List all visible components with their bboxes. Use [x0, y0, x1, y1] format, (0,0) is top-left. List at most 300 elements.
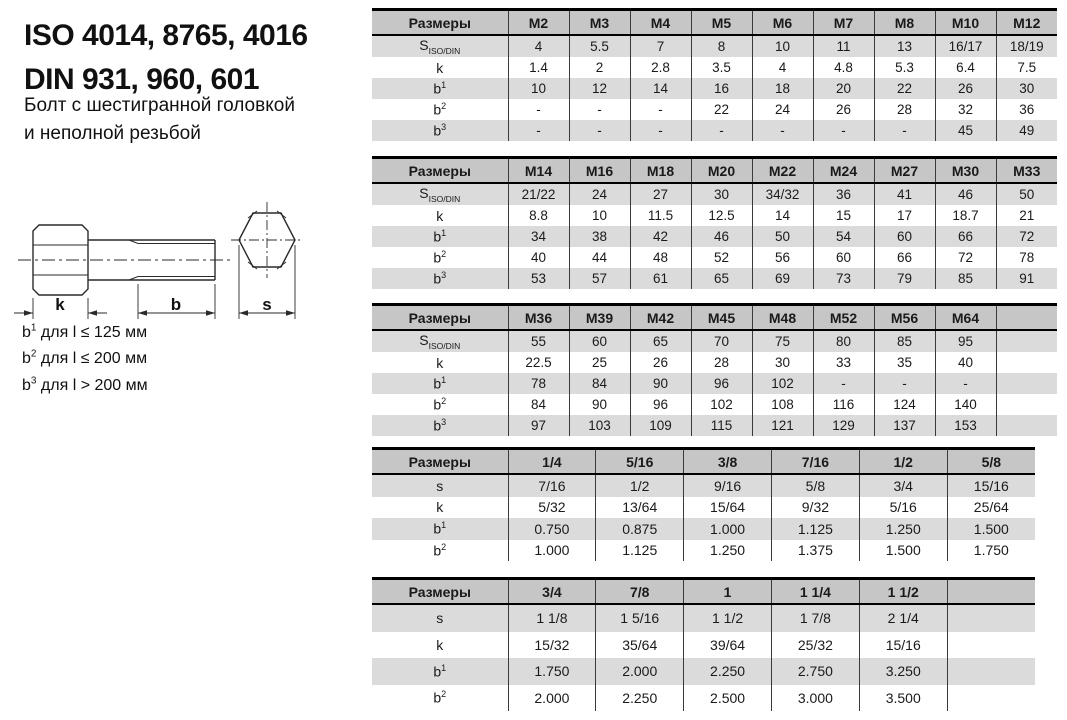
value-cell: 1.500 [859, 540, 947, 562]
header-label-cell: Размеры [372, 10, 508, 36]
row-label-cell: $b^3$ [372, 120, 508, 141]
value-cell: 13/64 [596, 497, 684, 519]
value-cell: 5.5 [569, 35, 630, 57]
table-row [372, 658, 1035, 685]
value-cell: 75 [752, 330, 813, 352]
value-cell: 3.5 [691, 57, 752, 78]
size-header-cell: 5/8 [947, 449, 1035, 475]
row-label-cell: k [372, 205, 508, 226]
table-row [372, 247, 1057, 268]
value-cell: 57 [569, 268, 630, 289]
value-cell: 4.8 [813, 57, 874, 78]
legend-item-b3: $b^3$ для l > 200 мм [22, 375, 148, 394]
size-header-cell: M5 [691, 10, 752, 36]
row-label-cell: $b^1$ [372, 518, 508, 540]
size-header-cell: M30 [935, 158, 996, 184]
size-header-cell: M2 [508, 10, 569, 36]
row-label-cell: $S_{ISO/DIN}$ [372, 183, 508, 205]
k-dim-label: k [55, 295, 65, 314]
value-cell: 25/32 [771, 632, 859, 659]
hex-corner-tick-4 [277, 262, 286, 269]
value-cell: 56 [752, 247, 813, 268]
size-header-cell: M42 [630, 305, 691, 331]
value-cell: 25 [569, 352, 630, 373]
value-cell: 0.875 [596, 518, 684, 540]
value-cell: 2.000 [508, 685, 596, 712]
value-cell: 13 [874, 35, 935, 57]
row-label-cell: s [372, 604, 508, 632]
value-cell: 40 [935, 352, 996, 373]
size-header-cell: M33 [996, 158, 1057, 184]
value-cell: 70 [691, 330, 752, 352]
value-cell: 15/16 [947, 474, 1035, 497]
value-cell: 17 [874, 205, 935, 226]
value-cell: 108 [752, 394, 813, 415]
value-cell: 4 [508, 35, 569, 57]
value-cell: 3.250 [859, 658, 947, 685]
metric-table-m14-m33 [372, 156, 1057, 289]
value-cell: 46 [935, 183, 996, 205]
value-cell: 5/16 [859, 497, 947, 519]
table-row [372, 632, 1035, 659]
value-cell: 1.000 [508, 540, 596, 562]
s-dim-label: s [262, 295, 272, 314]
value-cell: 8.8 [508, 205, 569, 226]
thread-length-legend [22, 320, 148, 399]
dimension-table [372, 447, 1035, 561]
size-header-cell: 1 1/2 [859, 579, 947, 605]
value-cell: 95 [935, 330, 996, 352]
value-cell: 14 [630, 78, 691, 99]
bolt-drawing-svg [8, 188, 320, 328]
value-cell: 137 [874, 415, 935, 436]
value-cell: 0.750 [508, 518, 596, 540]
table-row [372, 183, 1057, 205]
value-cell: 16/17 [935, 35, 996, 57]
size-header-cell: M8 [874, 10, 935, 36]
value-cell: 1 7/8 [771, 604, 859, 632]
value-cell: 21/22 [508, 183, 569, 205]
row-label-cell: $b^2$ [372, 99, 508, 120]
dimension-table [372, 8, 1057, 141]
value-cell: - [630, 120, 691, 141]
value-cell: 24 [569, 183, 630, 205]
value-cell: 2.000 [596, 658, 684, 685]
row-label-cell: k [372, 57, 508, 78]
row-label-cell: k [372, 352, 508, 373]
value-cell: 27 [630, 183, 691, 205]
header-row [372, 158, 1057, 184]
hex-corner-tick-1 [248, 211, 257, 218]
value-cell: 2.750 [771, 658, 859, 685]
value-cell: 115 [691, 415, 752, 436]
row-label-cell: $b^2$ [372, 247, 508, 268]
value-cell: 40 [508, 247, 569, 268]
value-cell: 49 [996, 120, 1057, 141]
value-cell: - [508, 120, 569, 141]
value-cell: 96 [691, 373, 752, 394]
value-cell: 15/64 [684, 497, 772, 519]
value-cell: 4 [752, 57, 813, 78]
value-cell: 5/32 [508, 497, 596, 519]
value-cell: 60 [874, 226, 935, 247]
table-row [372, 415, 1057, 436]
row-label-cell: $b^3$ [372, 268, 508, 289]
value-cell: 116 [813, 394, 874, 415]
size-header-cell: M18 [630, 158, 691, 184]
imperial-table-threequarter-to-oneandhalf [372, 577, 1035, 711]
b-dim-label: b [170, 295, 182, 314]
value-cell: 50 [996, 183, 1057, 205]
row-label-cell: $b^3$ [372, 415, 508, 436]
size-header-cell: M52 [813, 305, 874, 331]
legend-item-b2: $b^2$ для l ≤ 200 мм [22, 349, 148, 368]
table-row [372, 120, 1057, 141]
page-title [24, 14, 308, 101]
value-cell: 140 [935, 394, 996, 415]
size-header-cell: M64 [935, 305, 996, 331]
title-din: DIN 931, 960, 601 [24, 62, 260, 96]
value-cell: 96 [630, 394, 691, 415]
value-cell: - [630, 99, 691, 120]
value-cell: 1.750 [508, 658, 596, 685]
value-cell: 1.500 [947, 518, 1035, 540]
table-row [372, 226, 1057, 247]
value-cell: - [813, 120, 874, 141]
value-cell: 1.750 [947, 540, 1035, 562]
row-label-cell: $b^1$ [372, 78, 508, 99]
table-row [372, 78, 1057, 99]
size-header-cell: M56 [874, 305, 935, 331]
size-header-cell: M39 [569, 305, 630, 331]
value-cell: 78 [996, 247, 1057, 268]
table-row [372, 268, 1057, 289]
value-cell: 22 [874, 78, 935, 99]
value-cell: 12 [569, 78, 630, 99]
header-row [372, 449, 1035, 475]
value-cell [947, 658, 1035, 685]
value-cell: 15/32 [508, 632, 596, 659]
value-cell: 3/4 [859, 474, 947, 497]
value-cell: 30 [752, 352, 813, 373]
value-cell [996, 415, 1057, 436]
value-cell: 16 [691, 78, 752, 99]
size-header-cell: M48 [752, 305, 813, 331]
header-row [372, 305, 1057, 331]
size-header-cell: M22 [752, 158, 813, 184]
table-row [372, 540, 1035, 562]
value-cell [947, 604, 1035, 632]
subtitle-line2: и неполной резьбой [24, 122, 201, 144]
value-cell: 1.250 [684, 540, 772, 562]
row-label-cell: k [372, 497, 508, 519]
value-cell: 102 [752, 373, 813, 394]
value-cell [947, 685, 1035, 712]
value-cell: 109 [630, 415, 691, 436]
value-cell: 10 [569, 205, 630, 226]
header-label-cell: Размеры [372, 449, 508, 475]
value-cell: 34/32 [752, 183, 813, 205]
row-label-cell: $S_{ISO/DIN}$ [372, 35, 508, 57]
value-cell: 38 [569, 226, 630, 247]
value-cell: 84 [569, 373, 630, 394]
value-cell: 102 [691, 394, 752, 415]
value-cell: 10 [752, 35, 813, 57]
value-cell: 53 [508, 268, 569, 289]
value-cell: - [752, 120, 813, 141]
b-arrow-left [138, 310, 147, 315]
value-cell [996, 394, 1057, 415]
value-cell: 52 [691, 247, 752, 268]
hex-corner-tick-3 [248, 262, 257, 269]
dimension-table [372, 303, 1057, 436]
table-row [372, 394, 1057, 415]
legend-item-b1: $b^1$ для l ≤ 125 мм [22, 322, 148, 341]
value-cell: 60 [569, 330, 630, 352]
size-header-cell: M4 [630, 10, 691, 36]
size-header-cell: M20 [691, 158, 752, 184]
value-cell: 1/2 [596, 474, 684, 497]
value-cell: 5/8 [771, 474, 859, 497]
value-cell: 32 [935, 99, 996, 120]
dimension-table [372, 156, 1057, 289]
value-cell: 79 [874, 268, 935, 289]
value-cell: 14 [752, 205, 813, 226]
size-header-cell [996, 305, 1057, 331]
value-cell: 1.125 [596, 540, 684, 562]
value-cell: 45 [935, 120, 996, 141]
k-arrow-left [24, 310, 33, 315]
s-arrow-right [286, 310, 295, 315]
table-row [372, 57, 1057, 78]
value-cell: - [874, 120, 935, 141]
subtitle-line1: Болт с шестигранной головкой [24, 95, 295, 116]
value-cell: 30 [691, 183, 752, 205]
value-cell: 60 [813, 247, 874, 268]
value-cell: 48 [630, 247, 691, 268]
row-label-cell: $b^2$ [372, 540, 508, 562]
size-header-cell: M6 [752, 10, 813, 36]
value-cell: 2 [569, 57, 630, 78]
bolt-diagram [8, 188, 320, 333]
row-label-cell: $b^2$ [372, 394, 508, 415]
value-cell: 2.250 [596, 685, 684, 712]
value-cell: 1 1/2 [684, 604, 772, 632]
row-label-cell: s [372, 474, 508, 497]
value-cell: 36 [996, 99, 1057, 120]
value-cell: 41 [874, 183, 935, 205]
value-cell: 15/16 [859, 632, 947, 659]
value-cell: 3.000 [771, 685, 859, 712]
value-cell: 72 [935, 247, 996, 268]
value-cell: 7 [630, 35, 691, 57]
value-cell [996, 330, 1057, 352]
value-cell: 80 [813, 330, 874, 352]
value-cell: 18.7 [935, 205, 996, 226]
table-row [372, 330, 1057, 352]
size-header-cell: 1 [684, 579, 772, 605]
value-cell: 124 [874, 394, 935, 415]
size-header-cell: 1/4 [508, 449, 596, 475]
value-cell: 39/64 [684, 632, 772, 659]
value-cell: 1.4 [508, 57, 569, 78]
value-cell: 30 [996, 78, 1057, 99]
value-cell: 65 [630, 330, 691, 352]
imperial-table-quarter-to-fiveeighths [372, 447, 1035, 561]
value-cell [947, 632, 1035, 659]
value-cell [996, 373, 1057, 394]
value-cell: 1.125 [771, 518, 859, 540]
value-cell: - [569, 99, 630, 120]
size-header-cell: 1 1/4 [771, 579, 859, 605]
header-row [372, 579, 1035, 605]
size-header-cell: M14 [508, 158, 569, 184]
value-cell: 129 [813, 415, 874, 436]
value-cell: 1.250 [859, 518, 947, 540]
value-cell: 35/64 [596, 632, 684, 659]
row-label-cell: k [372, 632, 508, 659]
value-cell: 1.000 [684, 518, 772, 540]
value-cell: 9/32 [771, 497, 859, 519]
value-cell: 72 [996, 226, 1057, 247]
metric-table-m36-m64 [372, 303, 1057, 436]
table-row [372, 497, 1035, 519]
value-cell: 34 [508, 226, 569, 247]
hex-corner-tick-2 [277, 211, 286, 218]
row-label-cell: $S_{ISO/DIN}$ [372, 330, 508, 352]
value-cell: 69 [752, 268, 813, 289]
size-header-cell: M36 [508, 305, 569, 331]
row-label-cell: $b^2$ [372, 685, 508, 712]
value-cell: 46 [691, 226, 752, 247]
size-header-cell: M12 [996, 10, 1057, 36]
s-arrow-left [239, 310, 248, 315]
size-header-cell: 3/8 [684, 449, 772, 475]
value-cell: 90 [569, 394, 630, 415]
row-label-cell: $b^1$ [372, 226, 508, 247]
subtitle [24, 92, 295, 147]
size-header-cell: M3 [569, 10, 630, 36]
value-cell: 66 [935, 226, 996, 247]
row-label-cell: $b^1$ [372, 658, 508, 685]
table-row [372, 604, 1035, 632]
value-cell: - [813, 373, 874, 394]
value-cell: 12.5 [691, 205, 752, 226]
value-cell: 54 [813, 226, 874, 247]
value-cell: 5.3 [874, 57, 935, 78]
value-cell: 24 [752, 99, 813, 120]
value-cell: 61 [630, 268, 691, 289]
value-cell: 66 [874, 247, 935, 268]
value-cell: 78 [508, 373, 569, 394]
header-row [372, 10, 1057, 36]
value-cell: 50 [752, 226, 813, 247]
value-cell: 73 [813, 268, 874, 289]
value-cell: 7.5 [996, 57, 1057, 78]
value-cell: 22 [691, 99, 752, 120]
value-cell: 44 [569, 247, 630, 268]
value-cell: 3.500 [859, 685, 947, 712]
size-header-cell: 3/4 [508, 579, 596, 605]
value-cell: 26 [813, 99, 874, 120]
value-cell: 85 [935, 268, 996, 289]
value-cell: 2.250 [684, 658, 772, 685]
value-cell: 90 [630, 373, 691, 394]
value-cell: 2.500 [684, 685, 772, 712]
table-row [372, 518, 1035, 540]
header-label-cell: Размеры [372, 579, 508, 605]
value-cell: 91 [996, 268, 1057, 289]
value-cell: 121 [752, 415, 813, 436]
size-header-cell: 5/16 [596, 449, 684, 475]
metric-table-m2-m12 [372, 8, 1057, 141]
size-header-cell: 1/2 [859, 449, 947, 475]
value-cell: 85 [874, 330, 935, 352]
size-header-cell: 7/16 [771, 449, 859, 475]
value-cell: 1 1/8 [508, 604, 596, 632]
value-cell: 28 [691, 352, 752, 373]
value-cell: - [935, 373, 996, 394]
table-row [372, 373, 1057, 394]
value-cell: 28 [874, 99, 935, 120]
value-cell: 11.5 [630, 205, 691, 226]
value-cell: 9/16 [684, 474, 772, 497]
table-row [372, 352, 1057, 373]
value-cell: 18/19 [996, 35, 1057, 57]
value-cell: 84 [508, 394, 569, 415]
value-cell: 36 [813, 183, 874, 205]
k-arrow-right [88, 310, 97, 315]
table-row [372, 99, 1057, 120]
value-cell: - [874, 373, 935, 394]
value-cell: 35 [874, 352, 935, 373]
value-cell: 25/64 [947, 497, 1035, 519]
value-cell: 33 [813, 352, 874, 373]
value-cell: 65 [691, 268, 752, 289]
table-row [372, 685, 1035, 712]
value-cell: 55 [508, 330, 569, 352]
value-cell: 8 [691, 35, 752, 57]
value-cell: 11 [813, 35, 874, 57]
value-cell: 1 5/16 [596, 604, 684, 632]
size-header-cell: M10 [935, 10, 996, 36]
size-header-cell: M45 [691, 305, 752, 331]
row-label-cell: $b^1$ [372, 373, 508, 394]
size-header-cell: M24 [813, 158, 874, 184]
header-label-cell: Размеры [372, 305, 508, 331]
value-cell: 2 1/4 [859, 604, 947, 632]
size-header-cell [947, 579, 1035, 605]
value-cell: 97 [508, 415, 569, 436]
size-header-cell: M16 [569, 158, 630, 184]
value-cell: 21 [996, 205, 1057, 226]
value-cell: 26 [935, 78, 996, 99]
value-cell [996, 352, 1057, 373]
value-cell: 10 [508, 78, 569, 99]
value-cell: 1.375 [771, 540, 859, 562]
dimension-table [372, 577, 1035, 711]
value-cell: 22.5 [508, 352, 569, 373]
header-label-cell: Размеры [372, 158, 508, 184]
title-iso: ISO 4014, 8765, 4016 [24, 19, 308, 52]
size-header-cell: 7/8 [596, 579, 684, 605]
value-cell: 26 [630, 352, 691, 373]
value-cell: - [569, 120, 630, 141]
value-cell: - [508, 99, 569, 120]
table-row [372, 35, 1057, 57]
size-header-cell: M27 [874, 158, 935, 184]
b-arrow-right [206, 310, 215, 315]
